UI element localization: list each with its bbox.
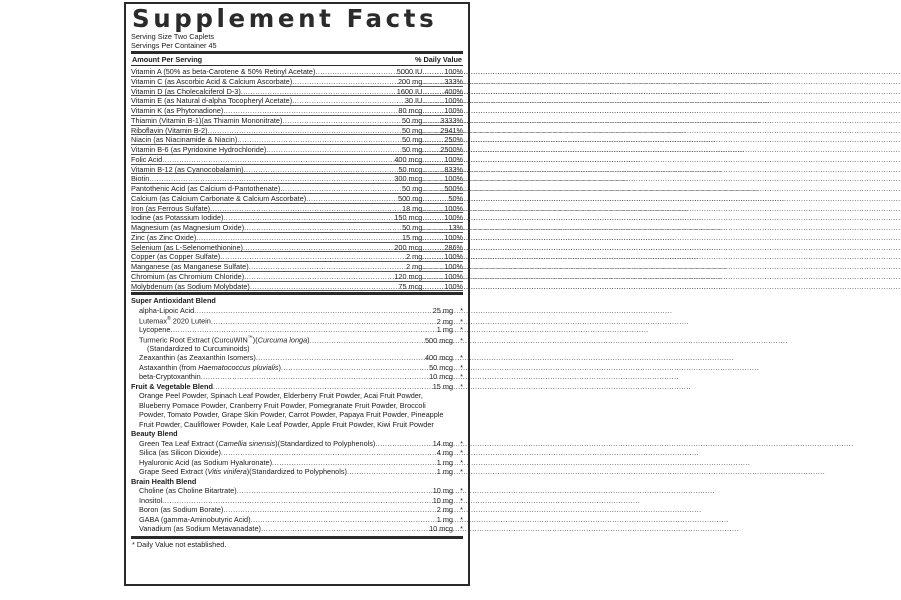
nutrient-row xyxy=(131,165,463,175)
ingredient-dv: * xyxy=(460,335,463,345)
nutrient-amount: 15 mg xyxy=(402,232,423,242)
name-part: ) xyxy=(307,335,310,345)
nutrient-row xyxy=(131,252,463,262)
ingredient-row xyxy=(131,467,463,477)
name-part: 2020 Lutein xyxy=(170,316,211,326)
ingredient-amount: 10 mcg xyxy=(429,524,453,534)
nutrient-row xyxy=(131,106,463,116)
nutrient-row xyxy=(131,96,463,106)
nutrient-dv: 500% xyxy=(444,184,463,193)
registered-mark: ® xyxy=(167,316,171,323)
nutrient-dv: 2500% xyxy=(440,145,463,154)
nutrient-name: Vitamin D (as Cholecalciferol D-3) xyxy=(131,86,241,96)
nutrient-name: Copper (as Copper Sulfate) xyxy=(131,252,221,262)
ingredient-amount: 2 mg xyxy=(436,316,453,326)
ingredient-amount: 14 mg xyxy=(432,438,453,448)
footnote: * Daily Value not established. xyxy=(132,539,227,549)
fruit-vegetable-blend xyxy=(131,382,463,430)
nutrient-name: Vitamin B-6 (as Pyridoxine Hydrochloride) xyxy=(131,145,267,154)
nutrient-name: Vitamin C (as Ascorbic Acid & Calcium Ascorbate) xyxy=(131,76,293,86)
nutrient-amount: 50 mg xyxy=(401,115,423,125)
nutrient-amount: 50 mg xyxy=(402,223,423,232)
ingredient-name: Boron (as Sodium Borate) xyxy=(139,505,224,515)
ingredient-name xyxy=(139,439,375,449)
nutrient-name: Manganese (as Manganese Sulfate) xyxy=(131,262,249,271)
ingredient-dv: * xyxy=(460,495,463,505)
ingredient-amount: 10 mcg xyxy=(429,372,453,382)
nutrient-row xyxy=(131,243,463,253)
ingredient-row xyxy=(131,306,463,316)
nutrient-name: Molybdenum (as Sodium Molybdate) xyxy=(131,281,250,291)
ingredient-dv: * xyxy=(460,438,463,448)
ingredient-name: Hyaluronic Acid (as Sodium Hyaluronate) xyxy=(139,457,273,467)
nutrient-row xyxy=(131,184,463,194)
ingredient-dv: * xyxy=(460,324,463,334)
section-heading: Fruit & Vegetable Blend xyxy=(131,381,213,391)
nutrient-amount: 300 mcg xyxy=(394,174,423,184)
nutrient-name: Niacin (as Niacinamide & Niacin) xyxy=(131,135,238,145)
nutrient-name: Calcium (as Calcium Carbonate & Calcium Ascorbate) xyxy=(131,193,307,203)
dv-header: % Daily Value xyxy=(414,55,462,64)
ingredient-name: beta-Cryptoxanthin xyxy=(139,372,201,382)
nutrient-row xyxy=(131,282,463,292)
name-part: Lutemax xyxy=(139,316,167,326)
name-part: )(Standardized to Polyphenols) xyxy=(246,467,347,477)
ingredient-dv: * xyxy=(460,505,463,515)
nutrient-row xyxy=(131,272,463,282)
nutrient-name: Vitamin A (50% as beta-Carotene & 50% Retinyl Acetate) xyxy=(131,67,316,76)
serving-size: Serving Size Two Caplets xyxy=(131,32,215,41)
latin-name: Curcuma longa xyxy=(257,335,308,345)
ingredient-name xyxy=(139,363,281,373)
nutrient-row xyxy=(131,223,463,233)
nutrient-dv: 100% xyxy=(444,262,463,271)
nutrient-amount: 50 mg xyxy=(401,125,423,135)
nutrient-dv: 100% xyxy=(444,154,463,164)
ingredient-amount: 50 mcg xyxy=(429,362,453,372)
thin-divider xyxy=(131,65,463,66)
nutrient-dv: 100% xyxy=(444,174,463,184)
ingredient-amount: 2 mg xyxy=(436,505,453,515)
brain-health-blend xyxy=(131,477,463,534)
ingredient-row xyxy=(131,315,463,325)
ingredient-amount: 10 mg xyxy=(432,486,453,496)
nutrient-dv: 286% xyxy=(444,242,463,252)
nutrient-dv: 100% xyxy=(444,271,463,281)
ingredient-amount: 500 mcg xyxy=(425,335,453,345)
section-heading: Brain Health Blend xyxy=(131,476,197,486)
nutrient-dv: 100% xyxy=(444,106,463,115)
ingredient-dv: * xyxy=(460,467,463,477)
nutrient-row xyxy=(131,126,463,136)
nutrient-dv: 13% xyxy=(448,223,463,232)
ingredient-name: alpha-Lipoic Acid xyxy=(139,305,195,315)
thick-divider xyxy=(131,51,463,54)
nutrient-name: Pantothenic Acid (as Calcium d-Pantothenate) xyxy=(131,184,281,193)
ingredient-name: Inositol xyxy=(139,495,163,505)
nutrient-name: Selenium (as L-Selenomethionine) xyxy=(131,242,243,252)
ingredient-dv: * xyxy=(460,457,463,467)
nutrient-amount: 50 mcg xyxy=(398,164,423,174)
nutrient-name: Zinc (as Zinc Oxide) xyxy=(131,232,197,242)
ingredient-amount: 1 mg xyxy=(436,457,453,467)
nutrient-dv: 250% xyxy=(444,135,463,145)
nutrient-name: Vitamin E (as Natural d-alpha Tocopheryl Acetate) xyxy=(131,96,293,106)
latin-name: Vitis vinifera xyxy=(207,467,247,477)
nutrient-dv: 50% xyxy=(448,193,463,203)
nutrient-dv: 100% xyxy=(444,232,463,242)
nutrient-name: Thiamin (Vitamin B-1)(as Thiamin Mononitrate) xyxy=(131,115,283,125)
beauty-blend xyxy=(131,429,463,477)
ingredient-name: Silica (as Silicon Dioxide) xyxy=(139,448,221,458)
ingredient-dv: * xyxy=(460,524,463,534)
nutrient-amount: 200 mcg xyxy=(394,242,423,252)
nutrient-row xyxy=(131,67,463,77)
nutrient-name: Vitamin B-12 (as Cyanocobalamin) xyxy=(131,164,244,174)
ingredient-row xyxy=(131,486,463,496)
nutrient-dv: 100% xyxy=(444,67,463,76)
nutrient-dv: 100% xyxy=(444,281,463,291)
trademark-mark: ™ xyxy=(247,335,253,342)
ingredient-amount: 400 mcg xyxy=(425,353,453,363)
ingredient-row xyxy=(131,334,463,344)
nutrient-dv: 400% xyxy=(444,86,463,96)
thick-divider xyxy=(131,536,463,539)
ingredient-row xyxy=(131,439,463,449)
ingredient-amount: 25 mg xyxy=(432,305,453,315)
ingredient-row xyxy=(131,515,463,525)
ingredient-dv: * xyxy=(460,353,463,363)
nutrient-row xyxy=(131,155,463,165)
nutrient-amount: 30 IU xyxy=(404,96,423,106)
nutrient-amount: 80 mcg xyxy=(398,106,423,115)
blend-amount: 15 mg xyxy=(432,381,453,391)
nutrient-row xyxy=(131,87,463,97)
ingredient-name: Lycopene xyxy=(139,324,171,334)
nutrient-amount: 50 mg xyxy=(402,135,423,145)
nutrient-name: Riboflavin (Vitamin B-2) xyxy=(131,125,208,135)
nutrient-amount: 75 mcg xyxy=(398,281,423,291)
section-heading: Super Antioxidant Blend xyxy=(131,296,216,306)
ingredient-note: (Standardized to Curcuminoids) xyxy=(147,343,250,353)
nutrient-amount: 1600 IU xyxy=(396,86,423,96)
nutrient-name: Iron (as Ferrous Sulfate) xyxy=(131,203,211,213)
name-part: Turmeric Root Extract (CurcuWIN xyxy=(139,335,248,345)
nutrient-amount: 50 mg xyxy=(402,184,423,193)
ingredient-name: Zeaxanthin (as Zeaxanthin Isomers) xyxy=(139,353,256,363)
ingredient-name xyxy=(139,467,347,477)
ingredient-row xyxy=(131,325,463,335)
nutrient-name: Chromium (as Chromium Chloride) xyxy=(131,271,245,281)
name-part: ) xyxy=(278,362,281,372)
nutrient-row xyxy=(131,145,463,155)
panel-title: Supplement Facts xyxy=(132,4,438,33)
name-part: Grape Seed Extract ( xyxy=(139,467,208,477)
nutrient-amount: 50 mg xyxy=(401,145,423,154)
servings-per-container: Servings Per Container 45 xyxy=(131,41,217,50)
ingredient-row xyxy=(131,524,463,534)
ingredient-row xyxy=(131,372,463,382)
vitamin-list xyxy=(131,67,463,291)
nutrient-dv: 333% xyxy=(444,76,463,86)
nutrient-row xyxy=(131,174,463,184)
name-part: )( xyxy=(252,335,258,345)
blend-heading-row xyxy=(131,382,463,392)
ingredient-row xyxy=(131,505,463,515)
ingredient-amount: 1 mg xyxy=(436,514,453,524)
ingredient-amount: 1 mg xyxy=(436,467,453,477)
ingredient-name: Choline (as Choline Bitartrate) xyxy=(139,486,237,496)
nutrient-amount: 5000 IU xyxy=(396,67,423,76)
ingredient-row xyxy=(131,353,463,363)
nutrient-amount: 400 mcg xyxy=(394,154,423,164)
thick-divider xyxy=(131,292,463,295)
ingredient-dv: * xyxy=(460,486,463,496)
ingredient-dv: * xyxy=(460,316,463,326)
blend-dv: * xyxy=(460,381,463,391)
nutrient-dv: 3333% xyxy=(440,115,463,125)
ingredient-name: GABA (gamma-Aminobutyric Acid) xyxy=(139,514,251,524)
nutrient-name: Biotin xyxy=(131,174,150,184)
nutrient-dv: 100% xyxy=(444,213,463,223)
ingredient-dv: * xyxy=(460,305,463,315)
ingredient-dv: * xyxy=(460,362,463,372)
ingredient-row xyxy=(131,363,463,373)
name-part: )(Standardized to Polyphenols) xyxy=(275,438,376,448)
ingredient-row xyxy=(131,448,463,458)
antioxidant-blend xyxy=(131,296,463,382)
name-part: Green Tea Leaf Extract ( xyxy=(139,438,219,448)
nutrient-amount: 500 mg xyxy=(398,193,423,203)
amount-header: Amount Per Serving xyxy=(132,55,203,64)
nutrient-row xyxy=(131,233,463,243)
ingredient-amount: 4 mg xyxy=(436,448,453,458)
nutrient-name: Iodine (as Potassium Iodide) xyxy=(131,213,224,223)
nutrient-amount: 2 mg xyxy=(406,262,423,271)
nutrient-amount: 200 mg xyxy=(397,76,423,86)
nutrient-dv: 2941% xyxy=(440,125,463,135)
ingredient-dv: * xyxy=(460,372,463,382)
latin-name: Camellia sinensis xyxy=(218,438,276,448)
nutrient-dv: 100% xyxy=(444,252,463,262)
ingredient-row xyxy=(131,458,463,468)
nutrient-row xyxy=(131,262,463,272)
nutrient-row xyxy=(131,135,463,145)
name-part: Astaxanthin (from xyxy=(139,362,199,372)
nutrient-name: Magnesium (as Magnesium Oxide) xyxy=(131,223,245,232)
ingredient-row xyxy=(131,496,463,506)
nutrient-amount: 150 mcg xyxy=(394,213,423,223)
nutrient-name: Folic Acid xyxy=(131,154,163,164)
nutrient-amount: 2 mg xyxy=(406,252,423,262)
nutrient-row xyxy=(131,116,463,126)
ingredient-dv: * xyxy=(460,514,463,524)
nutrient-row xyxy=(131,77,463,87)
blend-ingredients: Orange Peel Powder, Spinach Leaf Powder, Elderberry Fruit Powder, Acai Fruit Powder, Blueberry Pomace Powder, Cranberry Fruit Powder, Pomegranate Fruit Powder, Broccoli Powder, Tomato Powder, Grape Skin Powder, Carrot Powder, Papaya Fruit Powder, Pineapple Fruit Powder, Cauliflower Powder, Kale Leaf Powder, Apple Fruit Powder, Kiwi Fruit Powder xyxy=(139,391,444,429)
nutrient-amount: 18 mg xyxy=(402,203,423,213)
latin-name: Haematococcus pluvialis xyxy=(198,362,279,372)
nutrient-row xyxy=(131,204,463,214)
nutrient-row xyxy=(131,213,463,223)
nutrient-name: Vitamin K (as Phytonadione) xyxy=(131,106,224,115)
nutrient-row xyxy=(131,194,463,204)
brain-ingredient-list xyxy=(131,486,463,534)
nutrient-dv: 100% xyxy=(444,96,463,106)
nutrient-dv: 833% xyxy=(444,164,463,174)
ingredient-amount: 1 mg xyxy=(436,324,453,334)
nutrient-amount: 120 mcg xyxy=(394,271,423,281)
column-header xyxy=(131,55,463,64)
ingredient-amount: 10 mg xyxy=(432,495,453,505)
ingredient-dv: * xyxy=(460,448,463,458)
section-heading: Beauty Blend xyxy=(131,429,178,439)
nutrient-dv: 100% xyxy=(444,203,463,213)
ingredient-name: Vanadium (as Sodium Metavanadate) xyxy=(139,524,261,534)
supplement-facts-panel xyxy=(124,2,470,586)
